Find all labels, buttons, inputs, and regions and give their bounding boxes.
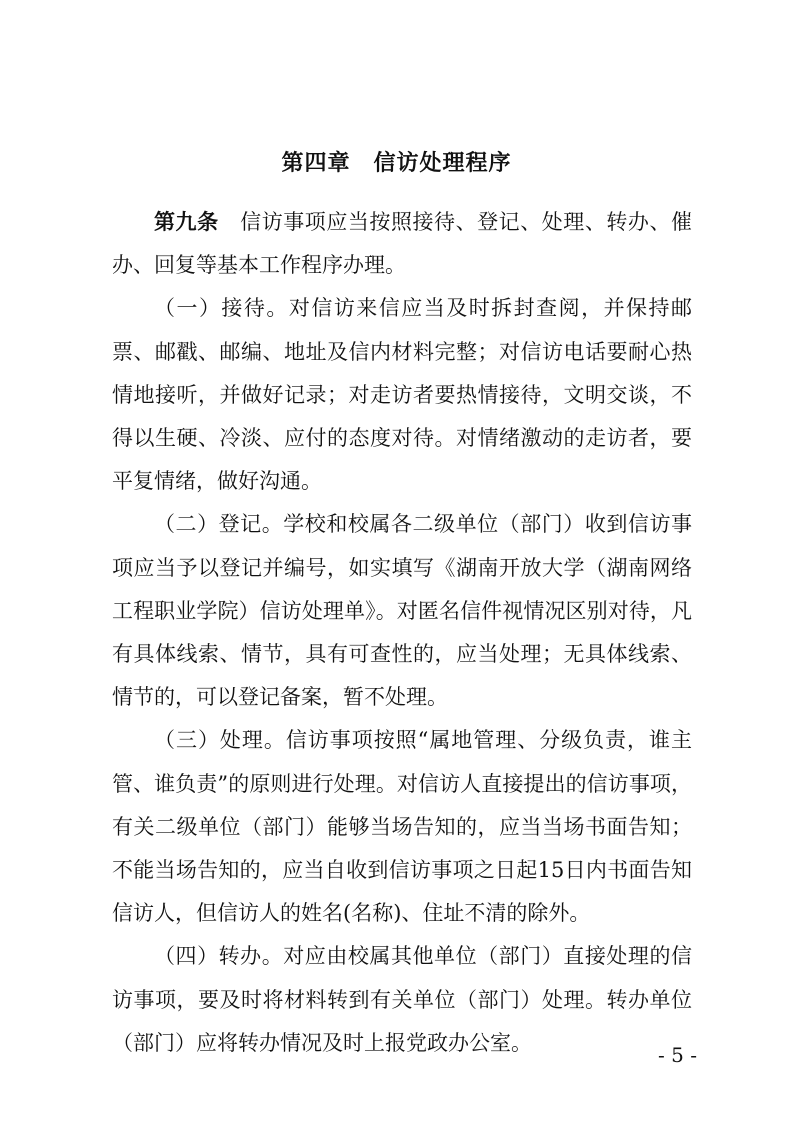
article-paragraph [112,201,692,287]
article-number: 第九条 [154,210,219,234]
clause-paragraph-reception [112,287,692,503]
clause-paragraph-transfer [112,935,692,1065]
paragraph-text: （一）接待。对信访来信应当及时拆封查阅，并保持邮票、邮戳、邮编、地址及信内材料完整；对信访电话要耐心热情地接听，并做好记录；对走访者要热情接待，文明交谈，不得以生硬、冷淡、应付的态度对待。对情绪激动的走访者，要平复情绪，做好沟通。 [112,296,692,494]
paragraph-text: 信访事项应当按照接待、登记、处理、转办、催办、回复等基本工作程序办理。 [112,210,692,278]
clause-paragraph-registration [112,503,692,719]
document-body [112,201,692,1065]
page-number: - 5 - [658,1043,697,1067]
clause-paragraph-handling [112,719,692,935]
paragraph-text: （四）转办。对应由校属其他单位（部门）直接处理的信访事项，要及时将材料转到有关单位（部门）处理。转办单位（部门）应将转办情况及时上报党政办公室。 [112,944,692,1055]
paragraph-text: （三）处理。信访事项按照“属地管理、分级负责，谁主管、谁负责”的原则进行处理。对信访人直接提出的信访事项，有关二级单位（部门）能够当场告知的，应当当场书面告知；不能当场告知的，应当自收到信访事项之日起15日内书面告知信访人，但信访人的姓名(名称)、住址不清的除外。 [112,728,692,926]
chapter-title: 第四章 信访处理程序 [281,151,512,176]
paragraph-text: （二）登记。学校和校属各二级单位（部门）收到信访事项应当予以登记并编号，如实填写《湖南开放大学（湖南网络工程职业学院）信访处理单》。对匿名信件视情况区别对待，凡有具体线索、情节，具有可查性的，应当处理；无具体线索、情节的，可以登记备案，暂不处理。 [112,512,692,710]
